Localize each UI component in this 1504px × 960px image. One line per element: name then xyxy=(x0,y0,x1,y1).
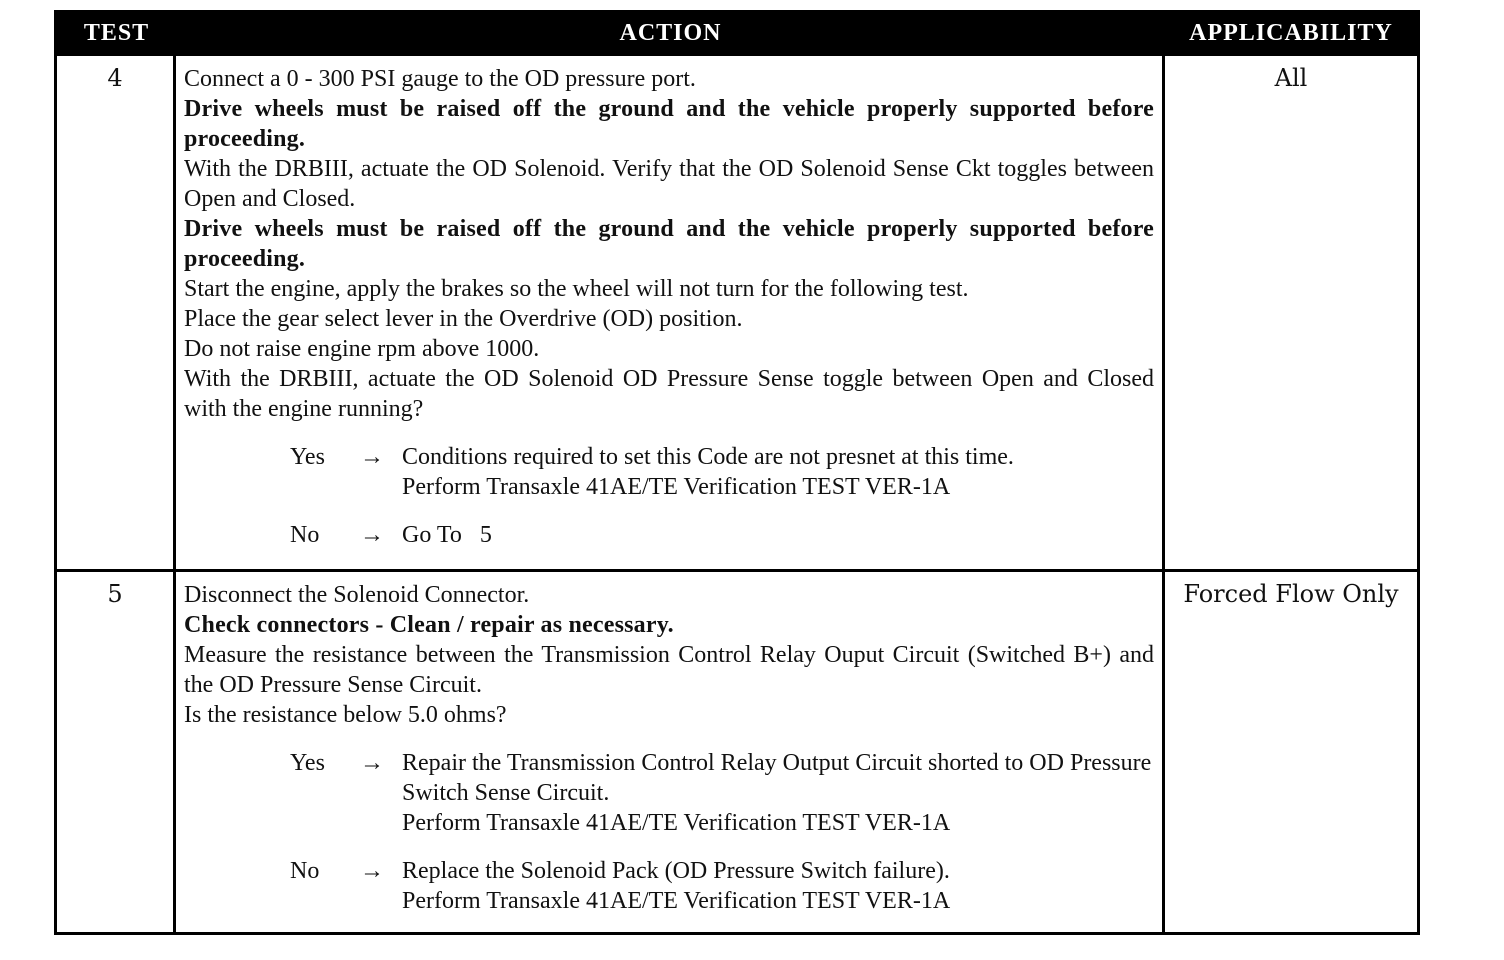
test-number: 4 xyxy=(57,56,176,569)
arrow-icon: → xyxy=(360,858,384,884)
applicability-cell: Forced Flow Only xyxy=(1183,580,1399,608)
header-test: TEST xyxy=(83,19,150,46)
yes-outcome xyxy=(184,748,1154,838)
table-row xyxy=(57,569,1417,932)
arrow-icon: → xyxy=(360,444,384,470)
no-outcome xyxy=(184,520,1154,550)
action-warning: Check connectors - Clean / repair as necessary. xyxy=(184,612,674,638)
action-line: Measure the resistance between the Transmission Control Relay Ouput Circuit (Switched B+) and the OD Pressure Sense Circuit. xyxy=(184,642,1154,698)
action-line: Connect a 0 - 300 PSI gauge to the OD pressure port. xyxy=(184,66,696,92)
diagnostic-table xyxy=(54,10,1420,935)
yes-text: Conditions required to set this Code are not presnet at this time. xyxy=(402,444,1014,470)
action-warning: Drive wheels must be raised off the ground and the vehicle properly supported before proceeding. xyxy=(184,216,1154,272)
action-line: Disconnect the Solenoid Connector. xyxy=(184,582,530,608)
no-text: Replace the Solenoid Pack (OD Pressure Switch failure). xyxy=(402,858,950,884)
test-number: 5 xyxy=(57,572,176,932)
header-applicability: APPLICABILITY xyxy=(1189,19,1393,46)
yes-text: Repair the Transmission Control Relay Output Circuit shorted to OD Pressure Switch Sense Circuit. xyxy=(402,750,1152,806)
action-warning: Drive wheels must be raised off the ground and the vehicle properly supported before proceeding. xyxy=(184,96,1154,152)
yes-text: Perform Transaxle 41AE/TE Verification TEST VER-1A xyxy=(402,474,951,500)
no-label: No xyxy=(290,858,320,884)
yes-label: Yes xyxy=(290,444,325,470)
action-line: Do not raise engine rpm above 1000. xyxy=(184,336,540,362)
yes-text: Perform Transaxle 41AE/TE Verification TEST VER-1A xyxy=(402,810,951,836)
no-text: Go To 5 xyxy=(402,522,492,548)
applicability-cell: All xyxy=(1274,64,1308,92)
action-line: With the DRBIII, actuate the OD Solenoid OD Pressure Sense toggle between Open and Closed with the engine running? xyxy=(184,366,1154,422)
header-action: ACTION xyxy=(619,19,722,46)
action-line: Start the engine, apply the brakes so the wheel will not turn for the following test. xyxy=(184,276,969,302)
no-text: Perform Transaxle 41AE/TE Verification TEST VER-1A xyxy=(402,888,951,914)
action-line: With the DRBIII, actuate the OD Solenoid. Verify that the OD Solenoid Sense Ckt toggles between Open and Closed. xyxy=(184,156,1154,212)
action-cell xyxy=(176,572,1165,932)
action-cell xyxy=(176,56,1165,569)
table-row xyxy=(57,53,1417,569)
arrow-icon: → xyxy=(360,750,384,776)
arrow-icon: → xyxy=(360,522,384,548)
table-header xyxy=(57,13,1417,53)
yes-outcome xyxy=(184,442,1154,502)
yes-label: Yes xyxy=(290,750,325,776)
no-label: No xyxy=(290,522,320,548)
action-line: Place the gear select lever in the Overdrive (OD) position. xyxy=(184,306,743,332)
action-line: Is the resistance below 5.0 ohms? xyxy=(184,702,507,728)
no-outcome xyxy=(184,856,1154,916)
